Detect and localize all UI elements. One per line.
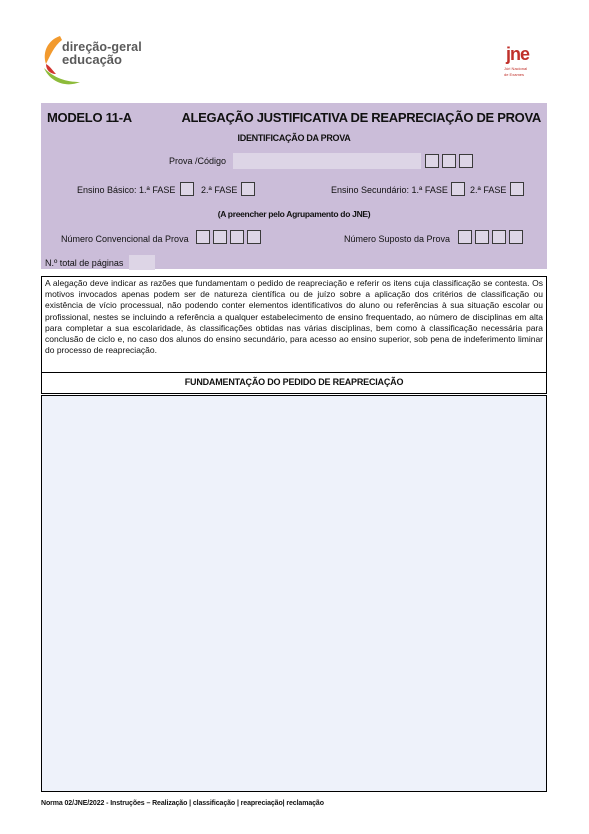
basico-fase2-checkbox[interactable] <box>241 182 255 196</box>
codigo-box-3[interactable] <box>459 154 473 168</box>
instructions-text: A alegação deve indicar as razões que fundamentam o pedido de reapreciação e referir os itens cuja classificação se contesta. Os motivos invocados apenas podem ser de natureza científica ou de juízo sobre a aplicação dos critérios de classificação ou existência de vício processual, não podendo conter elementos identificativos do aluno ou referências à sua situação escolar ou profissional, nestes se incluindo a referência a qualquer estabelecimento de ensino frequentado, ao número de disciplinas em alta para completar a sua escolaridade, às classificações obtidas nas várias disciplinas, bem como à classificação necessária para conclusão de ciclo e, no caso dos alunos do ensino secundário, para acesso ao ensino superior, sob pena de indeferimento liminar do processo de reapreciação. <box>45 278 543 356</box>
num-sup-box-2[interactable] <box>475 230 489 244</box>
secundario-fase2-checkbox[interactable] <box>510 182 524 196</box>
numero-convencional-label: Número Convencional da Prova <box>61 234 189 244</box>
ensino-basico-label: Ensino Básico: 1.ª FASE <box>77 185 176 195</box>
codigo-box-1[interactable] <box>425 154 439 168</box>
num-conv-box-1[interactable] <box>196 230 210 244</box>
jne-logo-sub1: Júri Nacional <box>504 66 528 71</box>
model-label: MODELO 11-A <box>47 110 132 125</box>
jne-logo-sub2: de Exames <box>504 72 525 77</box>
dge-logo-line2: educação <box>62 52 122 67</box>
dge-logo-line1: direção-geral <box>62 40 142 54</box>
fundamentacao-writing-area[interactable] <box>41 395 547 792</box>
codigo-box-2[interactable] <box>442 154 456 168</box>
num-conv-box-3[interactable] <box>230 230 244 244</box>
num-sup-box-4[interactable] <box>509 230 523 244</box>
form-title: ALEGAÇÃO JUSTIFICATIVA DE REAPRECIAÇÃO DE PROVA <box>181 110 541 125</box>
jne-logo <box>500 44 548 84</box>
footer-text: Norma 02/JNE/2022 - Instruções – Realização | classificação | reapreciação| reclamação <box>41 800 324 807</box>
num-sup-box-3[interactable] <box>492 230 506 244</box>
total-paginas-field[interactable] <box>129 255 155 270</box>
basico-fase2-label: 2.ª FASE <box>201 185 238 195</box>
numero-suposto-label: Número Suposto da Prova <box>344 234 451 244</box>
ensino-secundario-label: Ensino Secundário: 1.ª FASE <box>331 185 448 195</box>
jne-note: (A preencher pelo Agrupamento do JNE) <box>217 209 371 219</box>
prova-codigo-field[interactable] <box>233 153 421 169</box>
num-sup-box-1[interactable] <box>458 230 472 244</box>
num-conv-box-2[interactable] <box>213 230 227 244</box>
instructions-box <box>41 276 547 373</box>
fundamentacao-heading: FUNDAMENTAÇÃO DO PEDIDO DE REAPRECIAÇÃO <box>41 372 547 394</box>
total-paginas-label: N.º total de páginas <box>45 258 124 268</box>
identification-panel <box>41 103 547 269</box>
num-conv-box-4[interactable] <box>247 230 261 244</box>
secundario-fase2-label: 2.ª FASE <box>470 185 507 195</box>
section-identification-heading: IDENTIFICAÇÃO DA PROVA <box>237 133 351 143</box>
prova-codigo-label: Prova /Código <box>169 156 227 166</box>
secundario-fase1-checkbox[interactable] <box>451 182 465 196</box>
dge-logo <box>40 28 140 90</box>
basico-fase1-checkbox[interactable] <box>180 182 194 196</box>
jne-logo-mark: jne <box>506 44 530 64</box>
